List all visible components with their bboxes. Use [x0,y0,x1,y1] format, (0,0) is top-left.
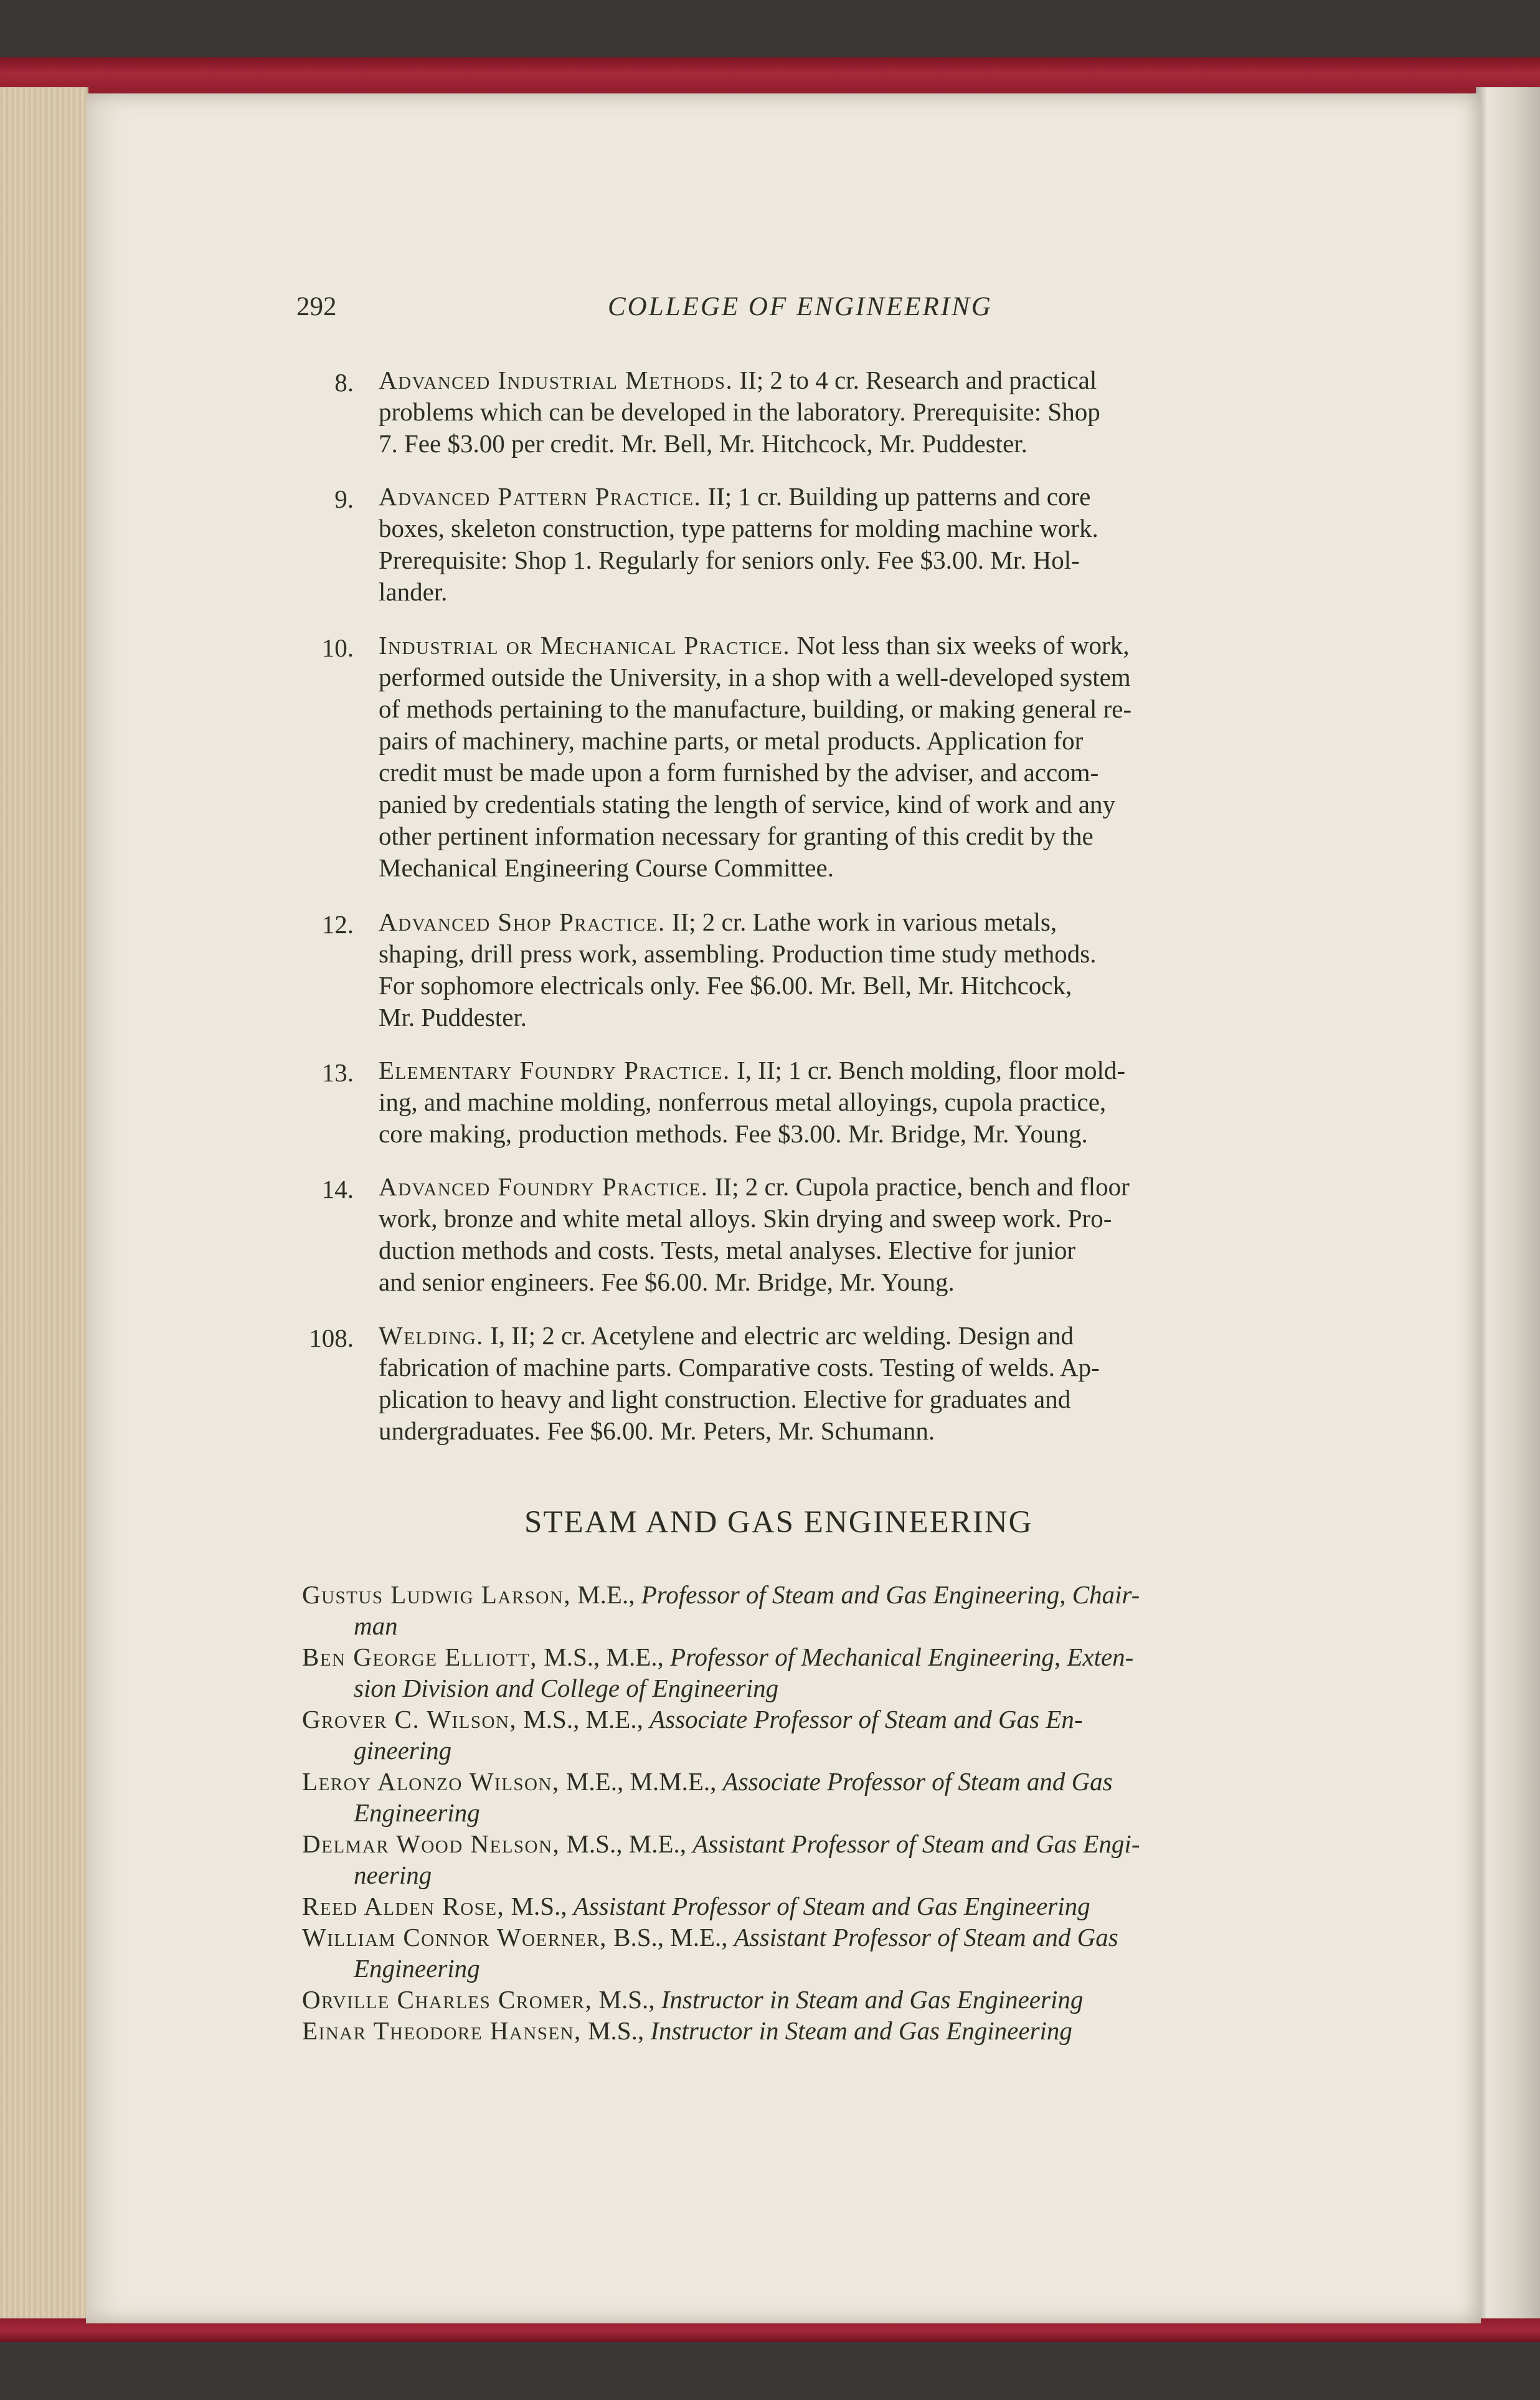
book-cover-top-edge [0,57,1540,95]
course-title: Welding. [379,1321,484,1350]
course-line: undergraduates. Fee $6.00. Mr. Peters, Mr. Schumann. [379,1416,935,1445]
faculty-degrees: M.S., M.E., [537,1643,671,1671]
course-line: Mr. Puddester. [379,1003,527,1032]
faculty-title: Assistant Professor of Steam and Gas [734,1923,1118,1952]
course-number: 108. [309,1324,354,1352]
course-title: Advanced Foundry Practice. [379,1172,709,1201]
course-line: Mechanical Engineering Course Committee. [379,853,834,882]
faculty-line [302,2018,1072,2044]
course-line: fabrication of machine parts. Comparative costs. Testing of welds. Ap- [379,1353,1100,1382]
course-number: 14. [321,1175,354,1203]
course-title: Advanced Industrial Methods. [379,366,734,394]
course-line: Advanced Pattern Practice. II; 1 cr. Building up patterns and core [379,482,1091,511]
faculty-title-cont: sion Division and College of Engineering [354,1674,779,1702]
course-line: plication to heavy and light construction. Elective for graduates and [379,1385,1071,1413]
course-line: performed outside the University, in a shop with a well-developed system [379,663,1131,691]
faculty-degrees: M.S., [581,2016,651,2045]
faculty-title-cont: Engineering [354,1798,480,1827]
course-line: 7. Fee $3.00 per credit. Mr. Bell, Mr. Hitchcock, Mr. Puddester. [379,429,1027,458]
course-line: work, bronze and white metal alloys. Skin drying and sweep work. Pro- [379,1204,1112,1233]
faculty-name: Orville Charles Cromer, [302,1985,593,2014]
faculty-name: Grover C. Wilson, [302,1705,517,1734]
faculty-degrees: M.S., [592,1985,661,2014]
faculty-line [302,1925,1118,1950]
faculty-line [302,1582,1140,1608]
faculty-title-cont: Engineering [354,1954,480,1983]
faculty-degrees: M.E., [570,1580,641,1609]
faculty-degrees: B.S., M.E., [607,1923,734,1952]
faculty-title: Professor of Mechanical Engineering, Exten- [670,1643,1134,1671]
course-line: panied by credentials stating the length of service, kind of work and any [379,790,1115,818]
faculty-title: Instructor in Steam and Gas Engineering [650,2016,1072,2045]
course-number: 9. [334,485,354,513]
faculty-degrees: M.E., M.M.E., [559,1767,723,1796]
faculty-title: Assistant Professor of Steam and Gas Engi- [692,1829,1140,1858]
course-line: core making, production methods. Fee $3.00. Mr. Bridge, Mr. Young. [379,1119,1088,1148]
faculty-line [302,1987,1083,2013]
course-title: Advanced Shop Practice. [379,908,666,936]
faculty-line [302,1769,1113,1795]
book-gutter [1476,87,1540,2330]
course-line: Welding. I, II; 2 cr. Acetylene and electric arc welding. Design and [379,1321,1074,1350]
faculty-line [302,1644,1133,1670]
faculty-name: William Connor Woerner, [302,1923,607,1952]
book-page-edges [0,87,88,2330]
faculty-name: Gustus Ludwig Larson, [302,1580,571,1609]
course-number: 8. [334,368,354,397]
course-line: For sophomore electricals only. Fee $6.00. Mr. Bell, Mr. Hitchcock, [379,971,1072,1000]
faculty-title-cont: neering [354,1861,432,1889]
course-line: shaping, drill press work, assembling. Production time study methods. [379,939,1097,968]
faculty-title: Professor of Steam and Gas Engineering, Chair- [641,1580,1140,1609]
faculty-title: Assistant Professor of Steam and Gas Engineering [573,1892,1090,1920]
faculty-title: Instructor in Steam and Gas Engineering [661,1985,1084,2014]
faculty-degrees: M.S., M.E., [560,1829,693,1858]
faculty-line [302,1707,1083,1732]
course-line: lander. [379,577,448,606]
faculty-line [302,1831,1140,1857]
course-line: duction methods and costs. Tests, metal analyses. Elective for junior [379,1236,1076,1264]
course-number: 10. [321,633,354,662]
course-line: Advanced Shop Practice. II; 2 cr. Lathe work in various metals, [379,908,1057,936]
faculty-name: Leroy Alonzo Wilson, [302,1767,560,1796]
course-number: 13. [321,1058,354,1087]
course-line: of methods pertaining to the manufacture, building, or making general re- [379,695,1132,723]
faculty-name: Reed Alden Rose, [302,1892,505,1920]
course-line: Advanced Industrial Methods. II; 2 to 4 cr. Research and practical [379,366,1097,394]
faculty-title-cont: gineering [354,1736,452,1765]
course-line: Industrial or Mechanical Practice. Not less than six weeks of work, [379,631,1130,660]
course-line: boxes, skeleton construction, type patterns for molding machine work. [379,514,1098,543]
course-line: problems which can be developed in the laboratory. Prerequisite: Shop [379,397,1100,426]
course-line: pairs of machinery, machine parts, or metal products. Application for [379,726,1084,755]
section-title: STEAM AND GAS ENGINEERING [524,1505,1033,1540]
course-line: Advanced Foundry Practice. II; 2 cr. Cupola practice, bench and floor [379,1172,1130,1201]
course-title: Elementary Foundry Practice. [379,1056,730,1084]
faculty-line [302,1894,1090,1919]
course-line: and senior engineers. Fee $6.00. Mr. Bridge, Mr. Young. [379,1268,955,1296]
faculty-title: Associate Professor of Steam and Gas [722,1767,1113,1796]
running-title: COLLEGE OF ENGINEERING [608,292,993,321]
faculty-title: Associate Professor of Steam and Gas En- [650,1705,1083,1734]
course-line: credit must be made upon a form furnished by the adviser, and accom- [379,758,1099,787]
faculty-name: Ben George Elliott, [302,1643,538,1671]
faculty-name: Einar Theodore Hansen, [302,2016,582,2045]
faculty-title-cont: man [354,1611,398,1640]
faculty-name: Delmar Wood Nelson, [302,1829,560,1858]
course-line: Prerequisite: Shop 1. Regularly for seniors only. Fee $3.00. Mr. Hol- [379,546,1080,574]
page-number: 292 [296,292,337,321]
course-line: ing, and machine molding, nonferrous metal alloyings, cupola practice, [379,1088,1107,1116]
course-line: other pertinent information necessary for granting of this credit by the [379,822,1094,850]
course-title: Advanced Pattern Practice. [379,482,702,511]
course-number: 12. [321,910,354,939]
course-line: Elementary Foundry Practice. I, II; 1 cr. Bench molding, floor mold- [379,1056,1126,1084]
course-title: Industrial or Mechanical Practice. [379,631,791,660]
faculty-degrees: M.S., M.E., [517,1705,650,1734]
book-page [86,93,1481,2323]
faculty-degrees: M.S., [504,1892,574,1920]
